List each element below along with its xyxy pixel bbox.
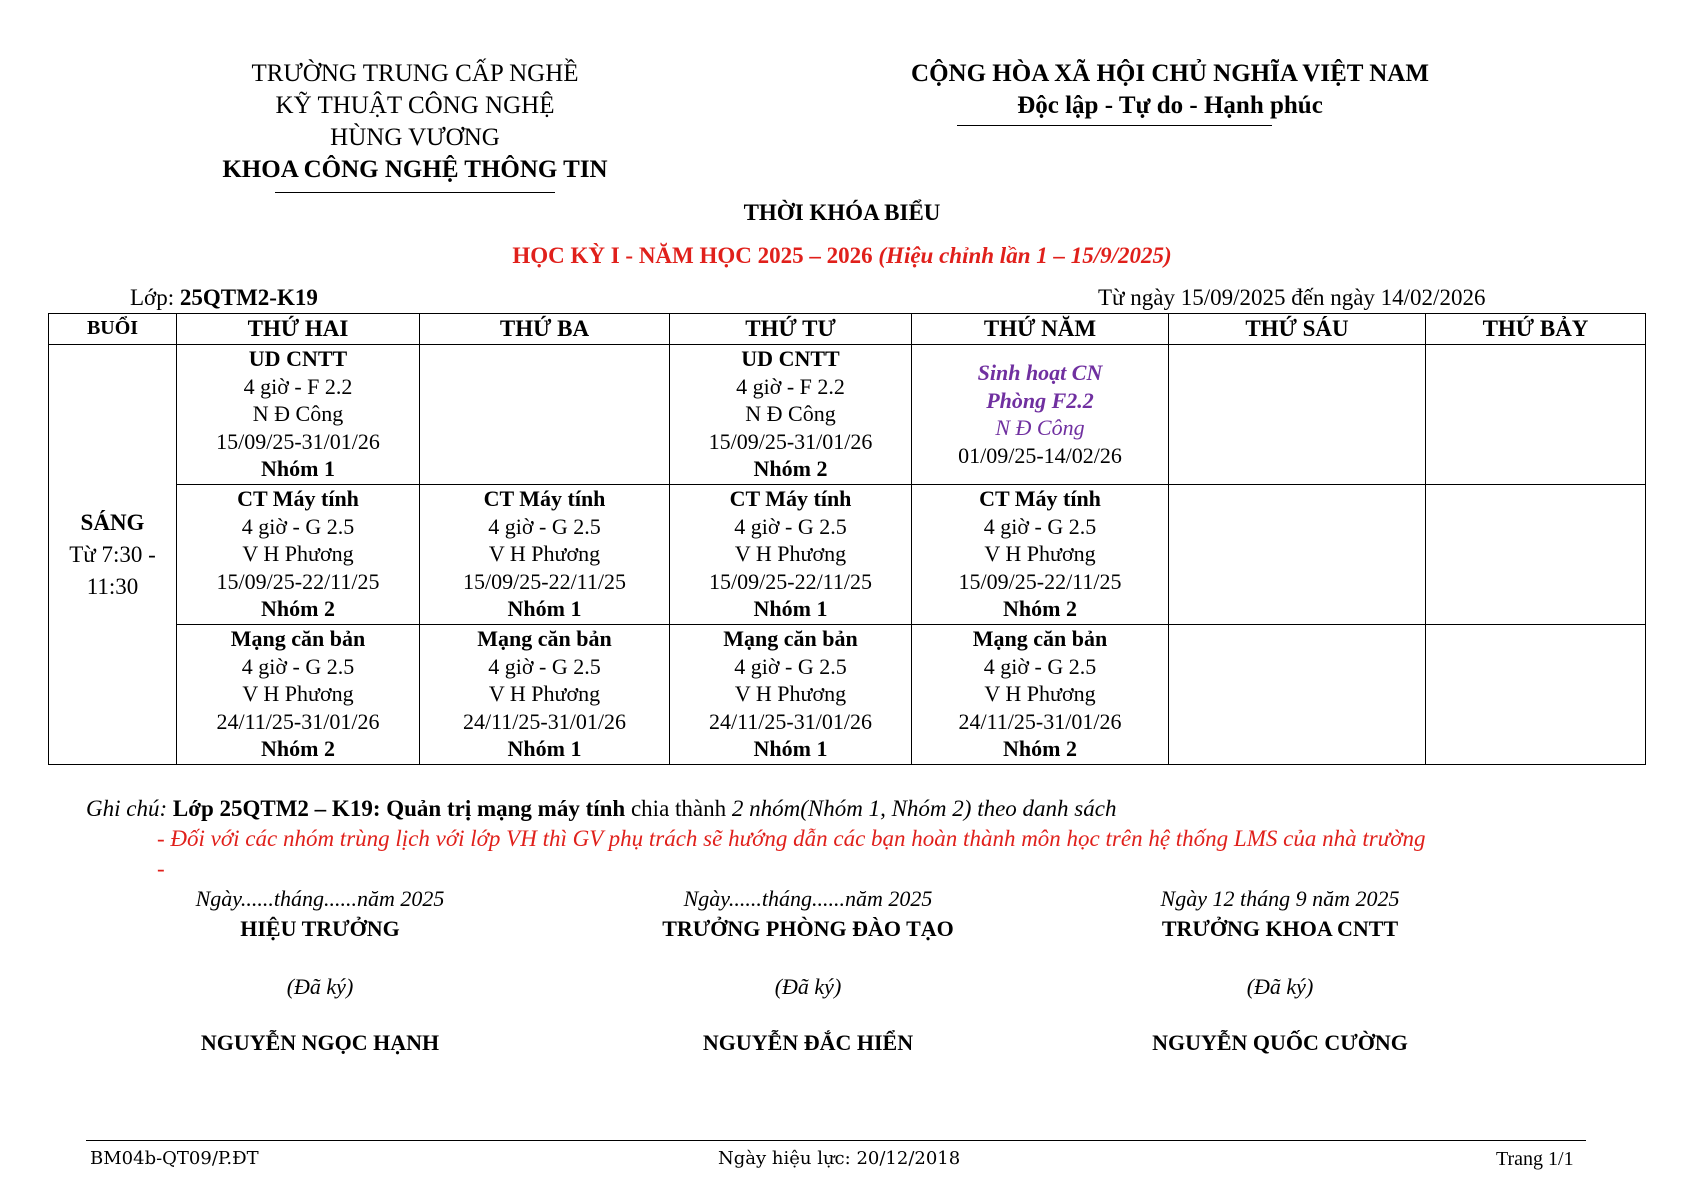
group: Nhóm 1 [753, 736, 828, 761]
class-cell [670, 485, 912, 625]
empty-cell [1426, 625, 1646, 765]
date-span: 15/09/25-22/11/25 [216, 568, 380, 594]
teacher: V H Phương [488, 681, 601, 706]
nation-name: CỘNG HÒA XÃ HỘI CHỦ NGHĨA VIỆT NAM [911, 60, 1429, 87]
semester-subtitle [0, 243, 1684, 269]
class-label [130, 285, 318, 311]
date-span: 24/11/25-31/01/26 [958, 708, 1122, 734]
class-cell [420, 485, 670, 625]
group: Nhóm 1 [753, 596, 828, 621]
date-span: 15/09/25-22/11/25 [958, 568, 1122, 594]
group: Nhóm 2 [261, 736, 335, 761]
hours-room: 4 giờ - G 2.5 [488, 653, 601, 679]
header-friday: THỨ SÁU [1169, 314, 1426, 345]
signature-status: (Đã ký) [286, 974, 354, 999]
class-cell [177, 625, 420, 765]
empty-cell [1169, 485, 1426, 625]
empty-cell [1426, 485, 1646, 625]
class-cell [670, 345, 912, 485]
homeroom-teacher: N Đ Công [995, 415, 1085, 440]
subject: Mạng căn bản [230, 626, 366, 651]
group: Nhóm 2 [753, 456, 828, 481]
subject: Mạng căn bản [972, 626, 1108, 651]
header-wednesday: THỨ TƯ [670, 314, 912, 345]
teacher: V H Phương [734, 681, 847, 706]
note-groups: 2 nhóm(Nhóm 1, Nhóm 2) theo danh sách [731, 796, 1117, 821]
hours-room: 4 giờ - F 2.2 [736, 373, 845, 399]
empty-cell [1426, 345, 1646, 485]
signature-date: Ngày......tháng......năm 2025 [195, 886, 445, 911]
class-cell [420, 625, 670, 765]
date-span: 15/09/25-22/11/25 [709, 568, 872, 594]
homeroom-title: Sinh hoạt CN [977, 360, 1103, 385]
signature-role: HIỆU TRƯỞNG [240, 916, 400, 941]
note-label: Ghi chú: [86, 796, 168, 821]
hours-room: 4 giờ - G 2.5 [983, 513, 1097, 539]
group: Nhóm 1 [261, 456, 335, 481]
subject: UD CNTT [741, 346, 840, 371]
nation-header [780, 58, 1560, 122]
empty-cell [1169, 345, 1426, 485]
teacher: V H Phương [242, 541, 354, 566]
table-row [49, 625, 1646, 765]
teacher: V H Phương [984, 541, 1096, 566]
class-cell [912, 625, 1169, 765]
subject: UD CNTT [248, 346, 348, 371]
teacher: V H Phương [734, 541, 847, 566]
department-underline [275, 192, 555, 193]
effective-value: 20/12/2018 [856, 1148, 961, 1169]
note-line-2: - Đối với các nhóm trùng lịch với lớp VH thì GV phụ trách sẽ hướng dẫn các bạn hoàn thành môn học trên hệ thống LMS của nhà trường [157, 826, 1426, 851]
subject: CT Máy tính [483, 486, 606, 511]
school-line-2: KỸ THUẬT CÔNG NGHỆ [275, 92, 555, 119]
subject: CT Máy tính [729, 486, 852, 511]
note-split: chia thành [630, 796, 727, 821]
hours-room: 4 giờ - F 2.2 [243, 373, 353, 399]
session-time-start: Từ 7:30 - [69, 541, 156, 567]
subject: CT Máy tính [979, 486, 1101, 511]
signature-dean [1020, 884, 1540, 1058]
footer-divider [86, 1140, 1586, 1141]
hours-room: 4 giờ - G 2.5 [488, 513, 601, 539]
session-time-end: 11:30 [86, 573, 139, 599]
school-header [160, 58, 670, 186]
school-line-3: HÙNG VƯƠNG [330, 124, 500, 151]
motto: Độc lập - Tự do - Hạnh phúc [1017, 92, 1323, 119]
group: Nhóm 2 [1003, 736, 1077, 761]
timetable-header-row [49, 314, 1646, 345]
class-cell [177, 485, 420, 625]
subject: Mạng căn bản [723, 626, 858, 651]
date-span: 24/11/25-31/01/26 [216, 708, 380, 734]
note-line-1 [86, 796, 1116, 822]
date-span: 15/09/25-31/01/26 [708, 428, 873, 454]
signature-name: NGUYỄN NGỌC HẠNH [200, 1030, 440, 1055]
session-name: SÁNG [80, 509, 145, 535]
page-number: Trang 1/1 [1496, 1148, 1574, 1170]
revision-note: (Hiệu chỉnh lần 1 – 15/9/2025) [878, 243, 1172, 268]
teacher: N Đ Công [745, 401, 836, 426]
department-name: KHOA CÔNG NGHỆ THÔNG TIN [222, 156, 608, 183]
effective-label: Ngày hiệu lực: [718, 1148, 851, 1169]
motto-underline [957, 125, 1272, 126]
empty-cell [1169, 625, 1426, 765]
date-span: 15/09/25-31/01/26 [216, 428, 380, 454]
group: Nhóm 1 [507, 736, 582, 761]
hours-room: 4 giờ - G 2.5 [734, 653, 847, 679]
homeroom-cell [912, 345, 1169, 485]
date-range: Từ ngày 15/09/2025 đến ngày 14/02/2026 [1098, 285, 1486, 310]
signature-name: NGUYỄN ĐẮC HIỂN [702, 1030, 914, 1055]
teacher: V H Phương [488, 541, 601, 566]
signature-date: Ngày 12 tháng 9 năm 2025 [1160, 886, 1400, 911]
hours-room: 4 giờ - G 2.5 [241, 513, 355, 539]
teacher: V H Phương [984, 681, 1096, 706]
homeroom-dates: 01/09/25-14/02/26 [958, 442, 1122, 468]
effective-date [718, 1148, 960, 1169]
signature-principal [60, 884, 580, 1058]
hours-room: 4 giờ - G 2.5 [983, 653, 1097, 679]
signature-status: (Đã ký) [1246, 974, 1314, 999]
signature-role: TRƯỞNG KHOA CNTT [1161, 916, 1399, 941]
signature-role: TRƯỞNG PHÒNG ĐÀO TẠO [662, 916, 954, 941]
homeroom-room: Phòng F2.2 [986, 387, 1094, 413]
hours-room: 4 giờ - G 2.5 [734, 513, 847, 539]
date-span: 24/11/25-31/01/26 [709, 708, 872, 734]
group: Nhóm 2 [261, 596, 335, 621]
form-code: BM04b-QT09/P.ĐT [90, 1148, 259, 1169]
signature-name: NGUYỄN QUỐC CƯỜNG [1152, 1030, 1408, 1055]
class-cell [912, 485, 1169, 625]
date-span: 24/11/25-31/01/26 [463, 708, 626, 734]
page-title: THỜI KHÓA BIỂU [743, 200, 941, 225]
header-monday: THỨ HAI [177, 314, 420, 345]
teacher: N Đ Công [252, 401, 344, 426]
header-saturday: THỨ BẢY [1426, 314, 1646, 345]
table-row [49, 485, 1646, 625]
signature-status: (Đã ký) [774, 974, 842, 999]
group: Nhóm 2 [1003, 596, 1077, 621]
empty-cell [420, 345, 670, 485]
header-tuesday: THỨ BA [420, 314, 670, 345]
teacher: V H Phương [242, 681, 354, 706]
class-label-text: Lớp: [130, 285, 180, 310]
class-cell [177, 345, 420, 485]
date-span: 15/09/25-22/11/25 [463, 568, 626, 594]
group: Nhóm 1 [507, 596, 582, 621]
hours-room: 4 giờ - G 2.5 [241, 653, 355, 679]
header-session: BUỔI [49, 314, 177, 345]
class-cell [670, 625, 912, 765]
semester-main: HỌC KỲ I - NĂM HỌC 2025 – 2026 [512, 243, 873, 268]
subject: CT Máy tính [237, 486, 359, 511]
header-thursday: THỨ NĂM [912, 314, 1169, 345]
note-line-3: - [157, 856, 165, 881]
signature-date: Ngày......tháng......năm 2025 [683, 886, 933, 911]
signature-training-head [548, 884, 1068, 1058]
subject: Mạng căn bản [477, 626, 612, 651]
session-cell [49, 345, 177, 765]
class-code: 25QTM2-K19 [179, 285, 318, 310]
table-row [49, 345, 1646, 485]
note-class: Lớp 25QTM2 – K19: Quản trị mạng máy tính [172, 796, 626, 821]
school-line-1: TRƯỜNG TRUNG CẤP NGHỀ [251, 60, 579, 87]
timetable [48, 313, 1646, 765]
